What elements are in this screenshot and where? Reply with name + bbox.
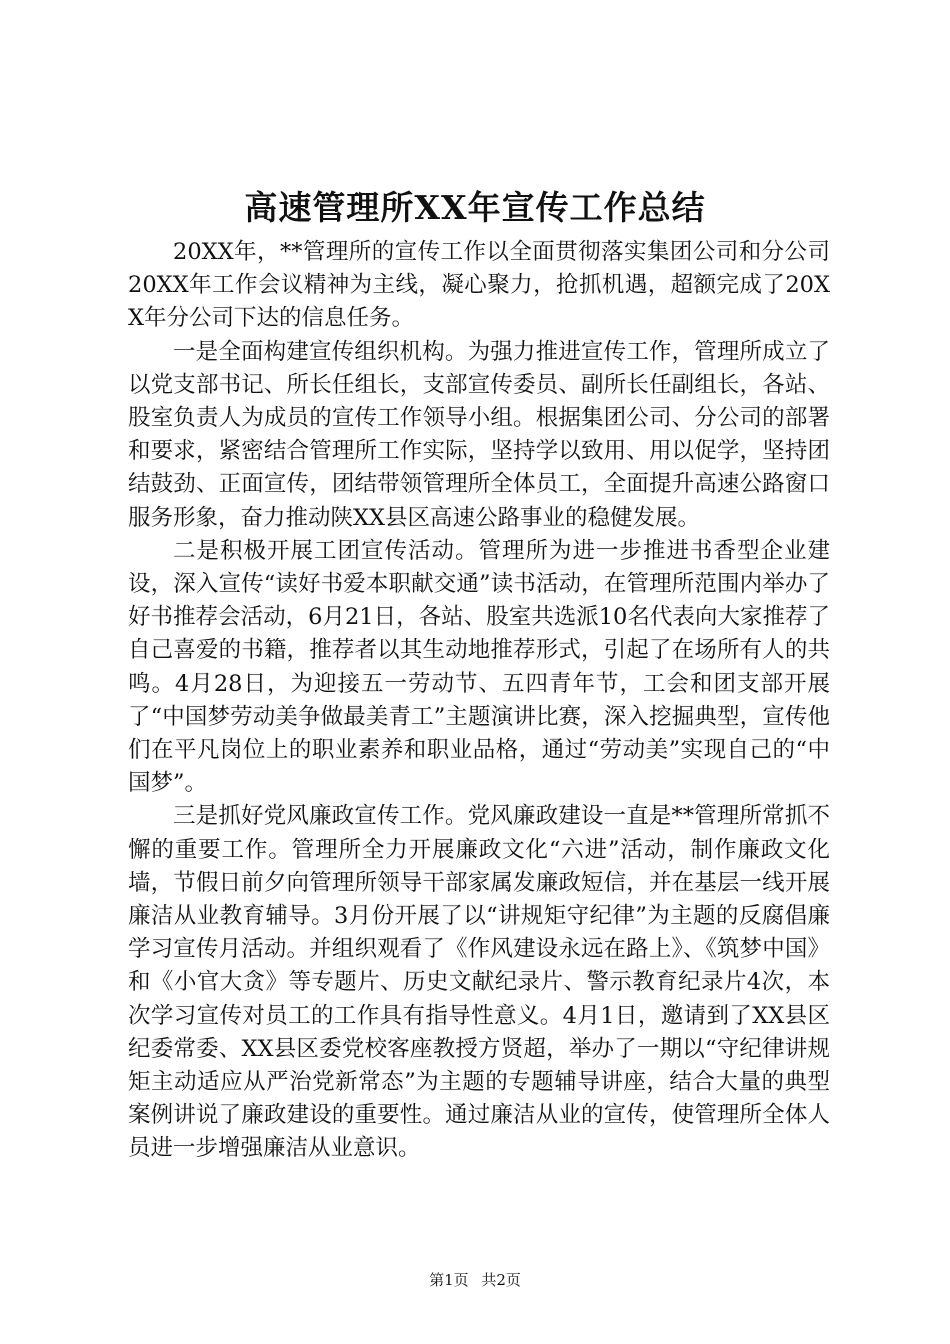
document-body	[128, 236, 830, 1166]
paragraph-organization: 一是全面构建宣传组织机构。为强力推进宣传工作，管理所成立了以党支部书记、所长任组长，支部宣传委员、副所长任副组长，各站、股室负责人为成员的宣传工作领导小组。根据集团公司、分公司的部署和要求，紧密结合管理所工作实际，坚持学以致用、用以促学，坚持团结鼓劲、正面宣传，团结带领管理所全体员工，全面提升高速公路窗口服务形象，奋力推动陕XX县区高速公路事业的稳健发展。	[128, 338, 830, 531]
paragraph-intro: 20XX年，**管理所的宣传工作以全面贯彻落实集团公司和分公司20XX年工作会议精神为主线，凝心聚力，抢抓机遇，超额完成了20XX年分公司下达的信息任务。	[128, 239, 830, 332]
paragraph-integrity: 三是抓好党风廉政宣传工作。党风廉政建设一直是**管理所常抓不懈的重要工作。管理所全力开展廉政文化“六进”活动，制作廉政文化墙，节假日前夕向管理所领导干部家属发廉政短信，并在基层一线开展廉洁从业教育辅导。3月份开展了以“讲规矩守纪律”为主题的反腐倡廉学习宣传月活动。并组织观看了《作风建设永远在路上》、《筑梦中国》和《小官大贪》等专题片、历史文献纪录片、警示教育纪录片4次，本次学习宣传对员工的工作具有指导性意义。4月1日，邀请到了XX县区纪委常委、XX县区委党校客座教授方贤超，举办了一期以“守纪律讲规矩主动适应从严治党新常态”为主题的专题辅导讲座，结合大量的典型案例讲说了廉政建设的重要性。通过廉洁从业的宣传，使管理所全体人员进一步增强廉洁从业意识。	[128, 803, 830, 1162]
page-total: 共2页	[481, 1271, 521, 1289]
document-title: 高速管理所XX年宣传工作总结	[244, 188, 706, 227]
page-number: 第1页	[429, 1271, 469, 1289]
paragraph-union-activities: 二是积极开展工团宣传活动。管理所为进一步推进书香型企业建设，深入宣传“读好书爱本职献交通”读书活动，在管理所范围内举办了好书推荐会活动，6月21日，各站、股室共选派10名代表向大家推荐了自己喜爱的书籍，推荐者以其生动地推荐形式，引起了在场所有人的共鸣。4月28日，为迎接五一劳动节、五四青年节，工会和团支部开展了“中国梦劳动美争做最美青工”主题演讲比赛，深入挖掘典型，宣传他们在平凡岗位上的职业素养和职业品格，通过“劳动美”实现自己的“中国梦”。	[128, 537, 830, 797]
page-footer	[0, 1270, 950, 1290]
